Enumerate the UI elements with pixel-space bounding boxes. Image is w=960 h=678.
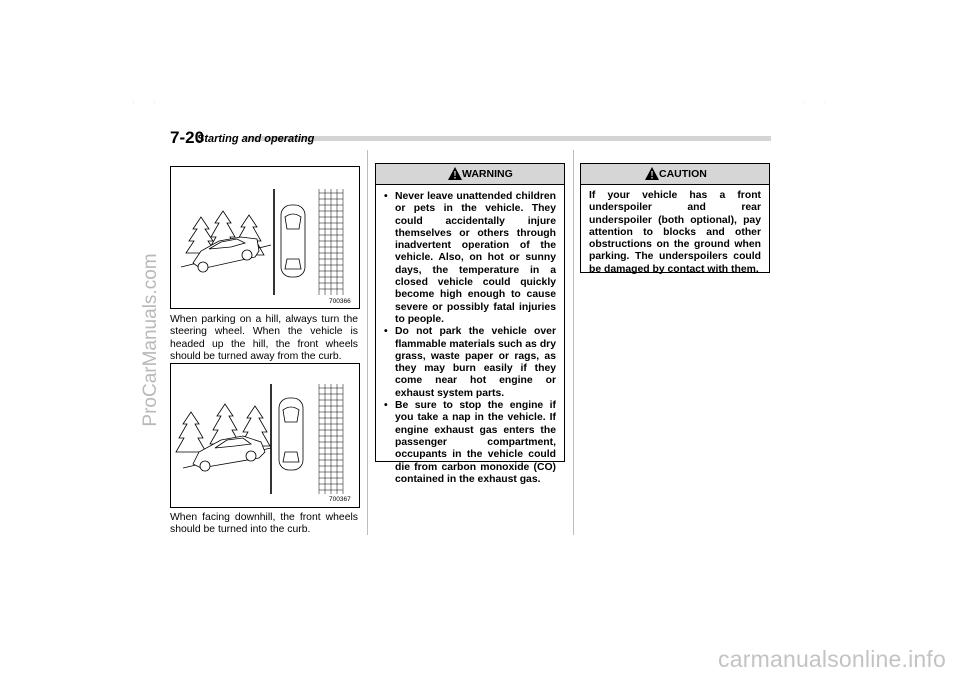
caution-title: CAUTION [659, 168, 707, 180]
warning-header [376, 164, 564, 185]
list-item [384, 400, 556, 486]
figure-number: 700367 [329, 496, 351, 503]
list-item [384, 191, 556, 326]
bottom-watermark: carmanualsonline.info [718, 646, 946, 672]
figure-uphill-parking [170, 166, 360, 309]
uphill-parking-illustration [171, 167, 359, 308]
figure-number: 700366 [329, 298, 351, 305]
column-rule-left [367, 150, 368, 535]
warning-list [376, 185, 564, 486]
list-item [384, 326, 556, 400]
side-watermark-text: ProCarManuals.com [140, 253, 161, 427]
warning-item-text: Never leave unattended children or pets in the vehicle. They could accidentally injure themselves or others through inadvertent operation of the vehicle. Also, on hot or sunny days, the temperature in a closed vehicle could quickly become high enough to cause severe or possibly fatal injuries to people. [395, 191, 556, 325]
caution-box [580, 163, 770, 273]
caution-header [581, 164, 769, 185]
side-watermark [139, 140, 163, 540]
caution-text: If your vehicle has a front underspoiler and rear underspoiler (both optional), pay attention to blocks and other obstructions on the ground when parking. The underspoilers could be damaged by contact with them. [589, 190, 761, 275]
figure-downhill-parking [170, 363, 360, 508]
caution-triangle-icon [645, 167, 659, 180]
warning-title: WARNING [462, 168, 513, 180]
warning-triangle-icon [448, 167, 462, 180]
warning-box [375, 163, 565, 485]
bullet-icon: • [384, 400, 388, 412]
uphill-paragraph: When parking on a hill, always turn the steering wheel. When the vehicle is headed up the hill, the front wheels should be turned away from the curb. [170, 314, 358, 363]
crop-mark-left: · · [132, 98, 164, 107]
warning-item-text: Be sure to stop the engine if you take a nap in the vehicle. If engine exhaust gas enters the passenger compartment, occupants in the vehicle could die from carbon monoxide (CO) contained in the exhaust gas. [395, 400, 556, 485]
section-title: Starting and operating [197, 133, 315, 145]
header-bar [245, 136, 771, 141]
page-number: 7-20 [170, 128, 205, 147]
downhill-paragraph: When facing downhill, the front wheels should be turned into the curb. [170, 512, 358, 536]
crop-mark-right: · · [802, 98, 834, 107]
bullet-icon: • [384, 191, 388, 202]
column-rule-right [573, 150, 574, 535]
downhill-parking-illustration [171, 364, 359, 507]
bullet-icon: • [384, 326, 388, 338]
warning-item-text: Do not park the vehicle over flammable materials such as dry grass, waste paper or rags, as they may burn easily if they come near hot engine or exhaust system parts. [395, 326, 556, 399]
